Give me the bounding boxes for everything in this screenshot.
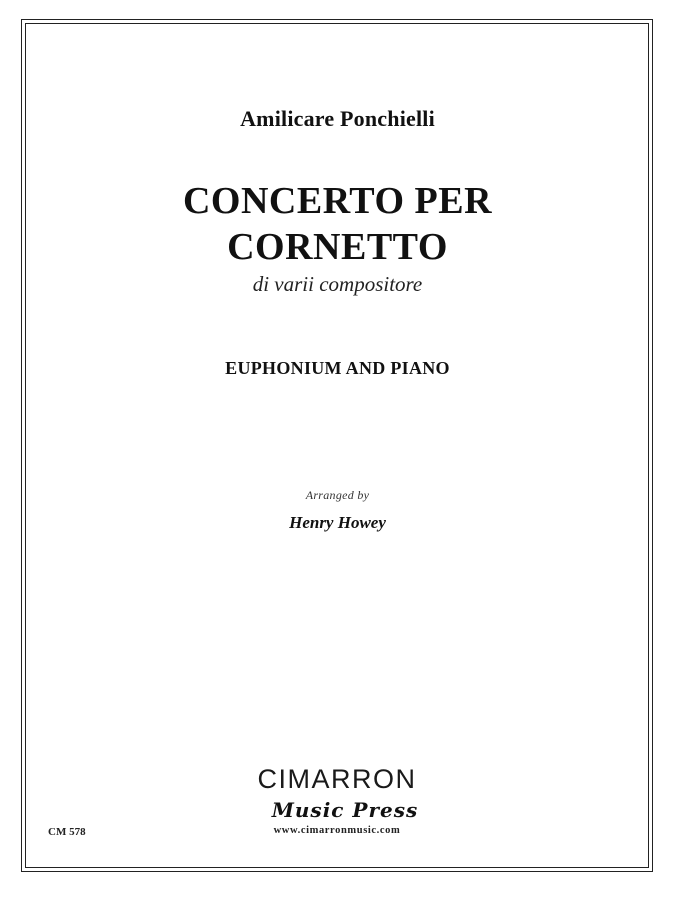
publisher-name: CIMARRON — [257, 764, 417, 794]
arranger-name: Henry Howey — [289, 513, 386, 532]
catalog-number: CM 578 — [48, 826, 86, 838]
publisher-logo — [237, 762, 437, 842]
publisher-tagline: Music Press — [271, 798, 419, 822]
work-title — [0, 178, 675, 270]
arranged-by-label: Arranged by — [305, 488, 370, 502]
composer-name: Amilicare Ponchielli — [240, 106, 435, 131]
work-subtitle: di varii compositore — [252, 272, 423, 296]
instrumentation: EUPHONIUM AND PIANO — [225, 358, 450, 378]
work-title-line-2: CORNETTO — [227, 226, 448, 268]
work-title-line-1: CONCERTO PER — [182, 180, 493, 222]
inner-border-frame — [25, 23, 649, 868]
publisher-url: www.cimarronmusic.com — [273, 825, 401, 836]
